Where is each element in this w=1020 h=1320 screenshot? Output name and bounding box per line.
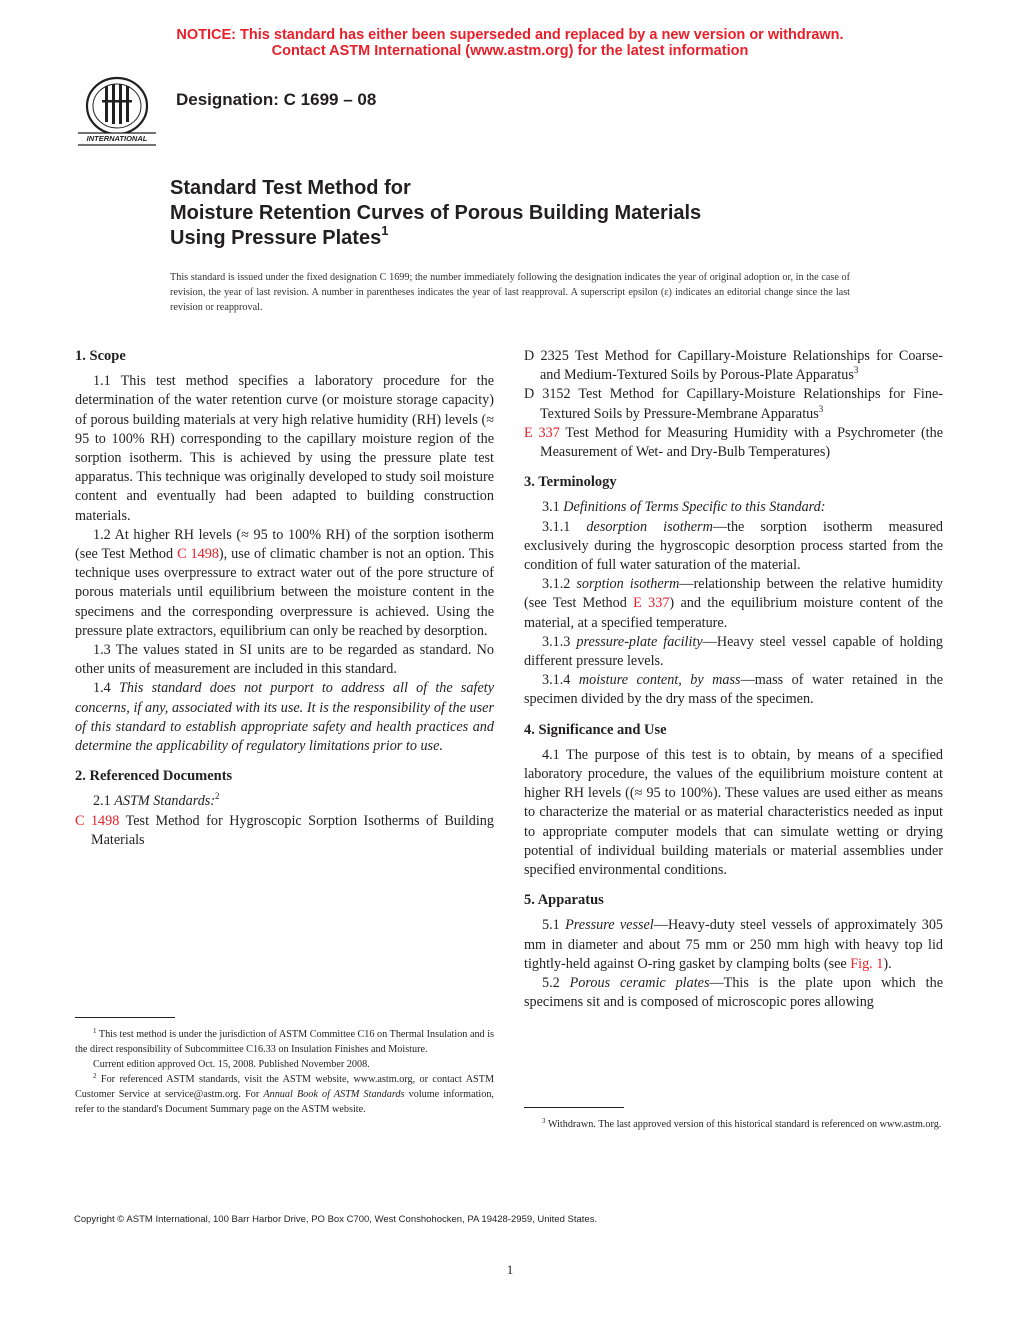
logo-caption: INTERNATIONAL: [86, 134, 148, 143]
para-1-4: 1.4 This standard does not purport to address all of the safety concerns, if any, associated with its use. It is the responsibility of the user of this standard to establish appropriate safety and health practices and determine the applicability of regulatory limitations prior to use.: [75, 680, 494, 755]
para-1-2: 1.2 At higher RH levels (≈ 95 to 100% RH) of the sorption isotherm (see Test Method C 1498), use of climatic chamber is not an option. This technique uses overpressure to extract water out of the pore structure of porous materials until equilibrium between the moisture content in the specimens and the corresponding overpressure is achieved. Using the pressure plate extractors, equilibrium can only be reached by desorption.: [75, 526, 495, 639]
link-ref-e337[interactable]: E 337: [524, 424, 560, 441]
para-5-2: 5.2 Porous ceramic plates—This is the plate upon which the specimens sit and is composed of microscopic pores allowing: [524, 975, 944, 1011]
section-4-heading: 4. Significance and Use: [524, 721, 667, 738]
designation: Designation: C 1699 – 08: [176, 90, 377, 109]
ref-d3152: D 3152 Test Method for Capillary-Moisture Relationships for Fine-Textured Soils by Pressure-Membrane Apparatus$^3$: [524, 386, 943, 422]
para-3-1-2: 3.1.2 sorption isotherm—relationship between the relative humidity (see Test Method E 337) and the equilibrium moisture content of the material, at a specified temperature.: [524, 576, 944, 631]
para-1-3: 1.3 The values stated in SI units are to be regarded as standard. No other units of measurement are included in this standard.: [75, 642, 494, 678]
astm-logo: [74, 76, 160, 148]
footnote-1-b: Current edition approved Oct. 15, 2008. Published November 2008.: [93, 1059, 370, 1070]
section-1-heading: 1. Scope: [75, 348, 126, 364]
left-footnotes: [75, 1027, 494, 1117]
section-2-heading: 2. Referenced Documents: [75, 768, 233, 785]
para-3-1-1: 3.1.1 desorption isotherm—the sorption isotherm measured exclusively during the hygroscopic desorption process started from the condition of full water saturation of the material.: [524, 518, 943, 574]
ref-c1498: C 1498 Test Method for Hygroscopic Sorption Isotherms of Building Materials: [75, 812, 494, 848]
issue-note: This standard is issued under the fixed designation C 1699; the number immediately following the designation indicates the year of original adoption or, in the case of revision, the year of last revision. A number in parentheses indicates the year of last reapproval. A superscript epsilon (ε) indicates an editorial change since the last revision or reapproval.: [170, 272, 850, 313]
footnote-1: $^1$ This test method is under the jurisdiction of ASTM Committee C16 on Thermal Insulation and is the direct responsibility of Subcommittee C16.33 on Insulation Finishes and Moisture.: [75, 1027, 494, 1055]
ref-e337: E 337 Test Method for Measuring Humidity with a Psychrometer (the Measurement of Wet- and Dry-Bulb Temperatures): [524, 424, 944, 461]
footnote-2: $^2$ For referenced ASTM standards, visit the ASTM website, www.astm.org, or contact ASTM Customer Service at service@astm.org. For Annual Book of ASTM Standards volume information, refer to the standard's Document Summary page on the ASTM website.: [75, 1072, 494, 1115]
right-footnotes: [524, 1117, 943, 1132]
para-2-1: 2.1 ASTM Standards:$^2$: [93, 791, 220, 810]
ref-d2325: D 2325 Test Method for Capillary-Moisture Relationships for Coarse- and Medium-Textured Soils by Porous-Plate Apparatus$^3$: [524, 348, 943, 384]
link-ref-c1498[interactable]: C 1498: [75, 812, 120, 829]
title-line-3: Using Pressure Plates$^1$: [170, 223, 389, 249]
link-e337[interactable]: E 337: [633, 595, 670, 612]
section-5-heading: 5. Apparatus: [524, 892, 604, 909]
para-5-1: 5.1 Pressure vessel—Heavy-duty steel vessels of approximately 305 mm in diameter and about 75 mm or 250 mm high with heavy top lid tightly-held against O-ring gasket by clamping bolts (see Fig. 1).: [524, 917, 944, 972]
para-3-1-4: 3.1.4 moisture content, by mass—mass of water retained in the specimen divided by the dry mass of the specimen.: [524, 672, 943, 708]
copyright-line: Copyright © ASTM International, 100 Barr Harbor Drive, PO Box C700, West Conshohocken, PA 19428-2959, United States.: [74, 1214, 598, 1225]
right-column: [524, 347, 943, 1013]
title-line-1: Standard Test Method for: [170, 177, 411, 199]
para-3-1: 3.1 Definitions of Terms Specific to this Standard:: [542, 499, 826, 516]
section-3-heading: 3. Terminology: [524, 474, 617, 491]
left-column: [75, 347, 494, 850]
right-footnote-rule: [524, 1107, 624, 1108]
para-3-1-3: 3.1.3 pressure-plate facility—Heavy steel vessel capable of holding different pressure levels.: [524, 633, 944, 670]
page-number: 1: [506, 1262, 514, 1277]
title-footnote-mark: 1: [381, 223, 389, 238]
footnote-3: $^3$ Withdrawn. The last approved version of this historical standard is referenced on www.astm.org.: [542, 1117, 942, 1130]
para-1-1: 1.1 This test method specifies a laboratory procedure for the determination of the water retention curve (or moisture storage capacity) of porous building materials at very high relative humidity (RH) levels (≈ 95 to 100% RH) corresponding to the capillary moisture region of the sorption isotherm. This is achieved by using the pressure plate test apparatus. This technique was originally developed to study soil moisture content and eventually had been adapted to building construction materials.: [75, 373, 494, 524]
link-c1498[interactable]: C 1498: [177, 546, 219, 563]
notice-banner: [0, 27, 1020, 59]
notice-line-2: Contact ASTM International (www.astm.org) for the latest information: [271, 43, 749, 59]
document-title: [170, 176, 701, 251]
left-footnote-rule: [75, 1017, 175, 1018]
link-fig-1[interactable]: Fig. 1: [850, 955, 884, 972]
title-line-2: Moisture Retention Curves of Porous Building Materials: [170, 202, 702, 224]
para-4-1: 4.1 The purpose of this test is to obtain, by means of a specified laboratory procedure, the values of the equilibrium moisture content at higher RH levels ((≈ 95 to 100%). These values are used either as means to characterize the material or as material characteristics needed as input to appropriate computer models that can simulate wetting or drying potential of individual building materials or material assemblies under specified environmental conditions.: [524, 746, 943, 879]
notice-line-1: NOTICE: This standard has either been superseded and replaced by a new version or withdrawn.: [176, 27, 844, 43]
